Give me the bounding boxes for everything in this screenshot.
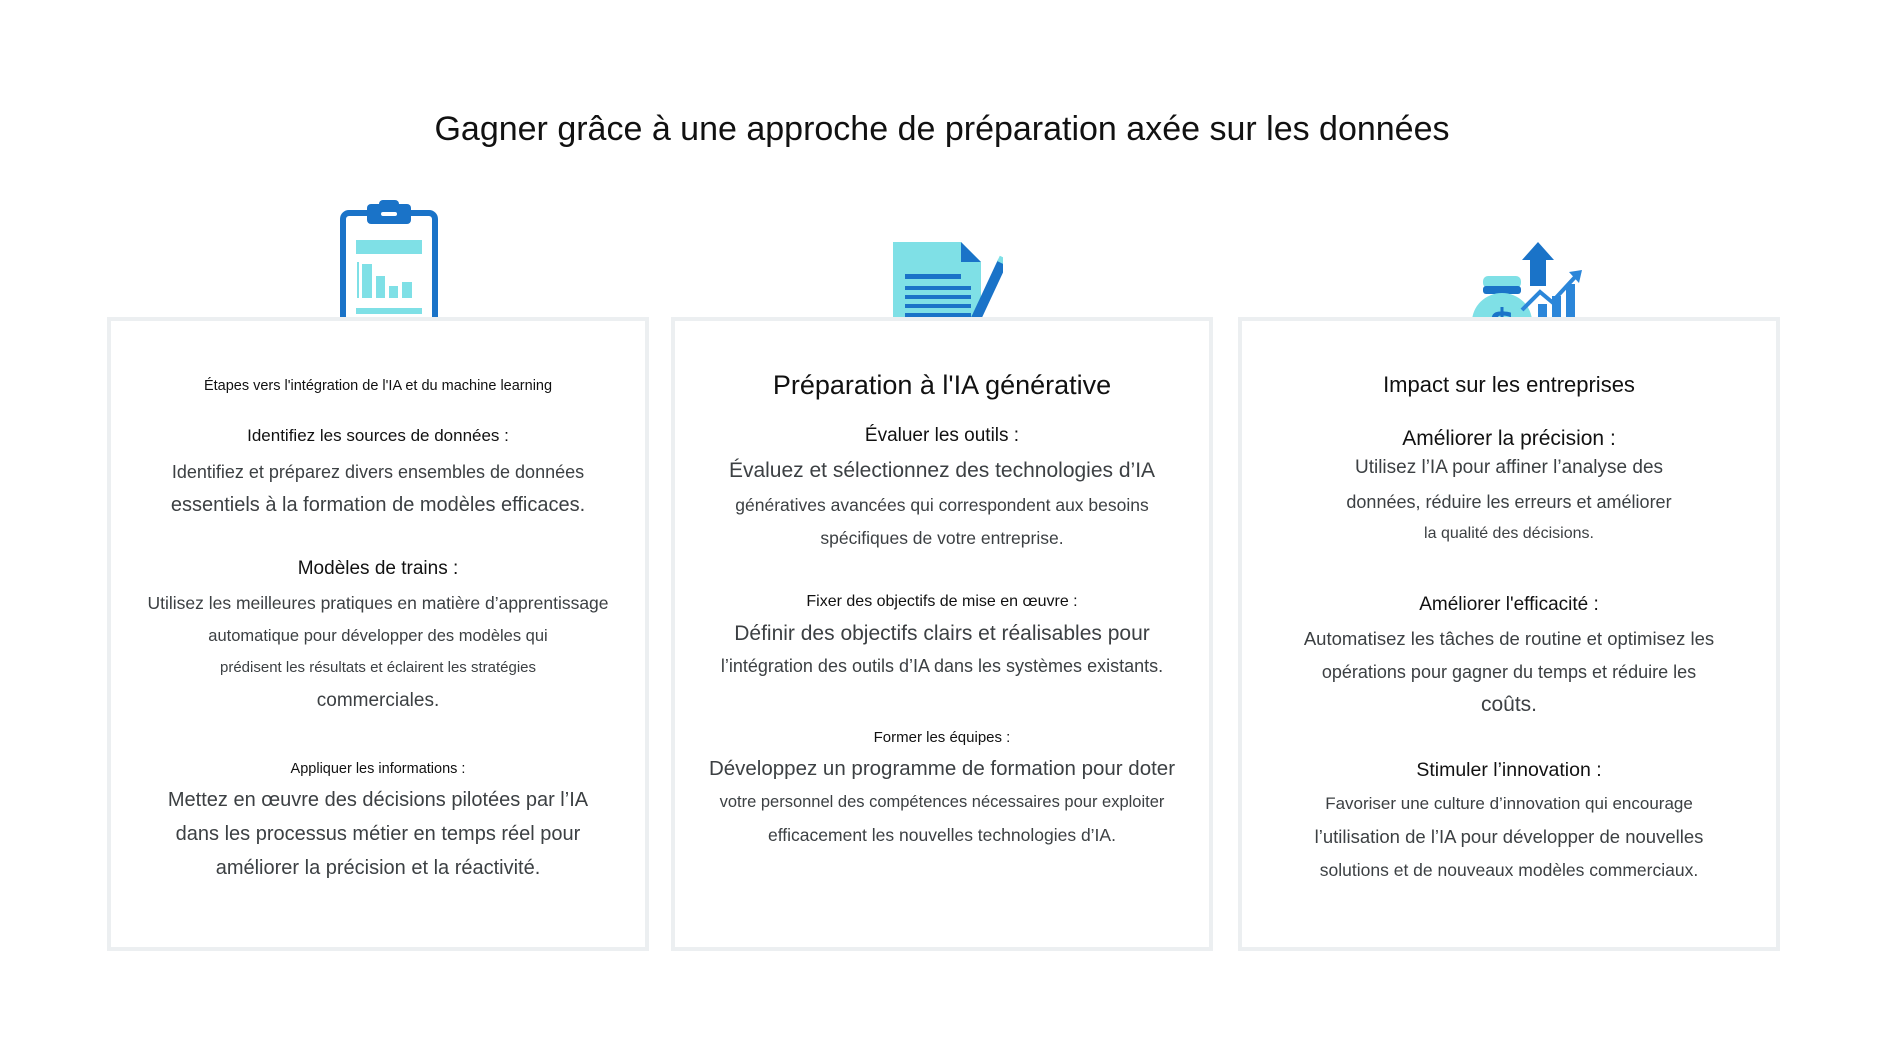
- section-heading: Appliquer les informations :: [290, 761, 466, 777]
- body-line: Développez un programme de formation pour doter: [708, 757, 1176, 780]
- body-line: coûts.: [1480, 693, 1538, 716]
- body-line: Définir des objectifs clairs et réalisables pour: [734, 622, 1150, 645]
- section-heading: Identifiez les sources de données :: [247, 426, 509, 445]
- card-title: Préparation à l'IA générative: [772, 370, 1112, 400]
- body-line: la qualité des décisions.: [1424, 525, 1594, 542]
- section-improve-efficiency: [1258, 594, 1760, 722]
- section-improve-accuracy: [1258, 427, 1760, 549]
- page-title: Gagner grâce à une approche de préparation axée sur les données: [434, 110, 1450, 148]
- body-line: données, réduire les erreurs et améliorer: [1346, 492, 1672, 512]
- card-title: Impact sur les entreprises: [1383, 372, 1635, 397]
- body-line: automatique pour développer des modèles qui: [208, 627, 548, 645]
- body-line: votre personnel des compétences nécessaires pour exploiter: [719, 793, 1165, 811]
- body-line: spécifiques de votre entreprise.: [820, 528, 1064, 548]
- body-line: Utilisez l’IA pour affiner l’analyse des: [1354, 457, 1664, 478]
- section-train-teams: [691, 729, 1193, 852]
- section-identify-sources: [127, 426, 629, 522]
- section-train-models: [127, 558, 629, 718]
- section-apply-insights: [127, 761, 629, 885]
- section-heading: Fixer des objectifs de mise en œuvre :: [806, 593, 1078, 610]
- card-business-impact: [1238, 317, 1780, 951]
- section-heading: Former les équipes :: [873, 729, 1011, 746]
- body-line: l’intégration des outils d’IA dans les systèmes existants.: [720, 656, 1164, 676]
- body-line: Identifiez et préparez divers ensembles de données: [171, 462, 585, 482]
- body-line: Utilisez les meilleures pratiques en matière d’apprentissage: [147, 593, 609, 613]
- body-line: opérations pour gagner du temps et réduire les: [1321, 662, 1697, 682]
- section-heading: Évaluer les outils :: [864, 425, 1020, 446]
- section-set-goals: [691, 593, 1193, 681]
- body-line: prédisent les résultats et éclairent les stratégies: [220, 659, 536, 676]
- body-line: commerciales.: [316, 690, 440, 711]
- body-line: essentiels à la formation de modèles efficaces.: [170, 494, 586, 516]
- body-line: Favoriser une culture d’innovation qui encourage: [1325, 794, 1693, 813]
- body-line: améliorer la précision et la réactivité.: [215, 857, 541, 879]
- body-line: solutions et de nouveaux modèles commerciaux.: [1319, 860, 1699, 880]
- section-heading: Améliorer la précision :: [1402, 427, 1616, 450]
- body-line: l’utilisation de l’IA pour développer de nouvelles: [1314, 826, 1704, 847]
- body-line: Mettez en œuvre des décisions pilotées par l’IA: [167, 789, 589, 811]
- card-ai-ml-steps: [107, 317, 649, 951]
- card-genai-readiness: [671, 317, 1213, 951]
- section-heading: Améliorer l'efficacité :: [1419, 594, 1599, 615]
- card-title: Étapes vers l'intégration de l'IA et du machine learning: [203, 378, 553, 394]
- body-line: efficacement les nouvelles technologies d’IA.: [768, 825, 1116, 845]
- section-drive-innovation: [1258, 759, 1760, 886]
- section-evaluate-tools: [691, 425, 1193, 555]
- body-line: Automatisez les tâches de routine et optimisez les: [1303, 628, 1715, 649]
- body-line: dans les processus métier en temps réel pour: [175, 823, 581, 845]
- body-line: Évaluez et sélectionnez des technologies d’IA: [728, 459, 1156, 482]
- section-heading: Stimuler l’innovation :: [1416, 759, 1602, 781]
- section-heading: Modèles de trains :: [297, 558, 459, 579]
- body-line: génératives avancées qui correspondent aux besoins: [735, 495, 1149, 515]
